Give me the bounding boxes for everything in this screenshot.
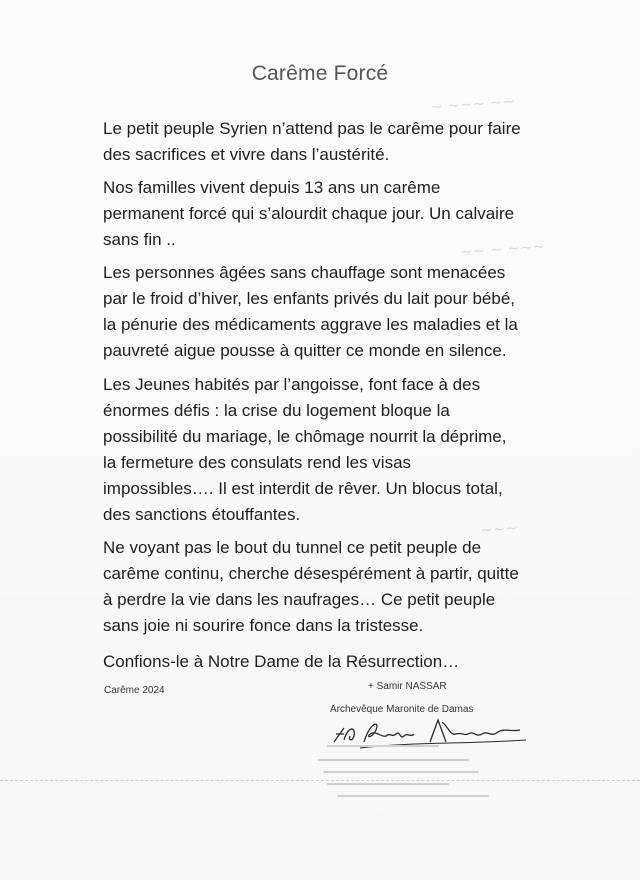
bleed-through-text: ~ ~~~ ~~ — [429, 92, 516, 116]
perforation-line — [0, 780, 640, 783]
paragraph: Les personnes âgées sans chauffage sont menacées par le froid d’hiver, les enfants privés du lait pour bébé, la pénurie des médicaments aggrave les maladies et la pauvreté aigue pousse à quitter ce monde en silence. — [103, 263, 518, 360]
page-title: Carême Forcé — [251, 62, 389, 85]
signer-title: Archevêque Maronite de Damas — [330, 704, 474, 715]
faded-stamp — [318, 740, 498, 810]
bleed-through-text: ~~~ — [479, 518, 519, 540]
closing-line: Confions-le à Notre Dame de la Résurrection… — [103, 652, 460, 671]
paragraph: Le petit peuple Syrien n’attend pas le carême pour faire des sacrifices et vivre dans l’austérité. — [103, 119, 521, 164]
date-label: Carême 2024 — [104, 685, 165, 696]
paragraph: Nos familles vivent depuis 13 ans un carême permanent forcé qui s’alourdit chaque jour. Un calvaire sans fin .. — [103, 178, 515, 249]
bleed-through-text: ~~ ~ ~~~ — [459, 237, 546, 261]
paragraph: Les Jeunes habités par l’angoisse, font face à des énormes défis : la crise du logement bloque la possibilité du mariage, le chômage nourrit la déprime, la fermeture des consulats rend les visas impossibles…. Il est interdit de rêver. Un blocus total, des sanctions étouffantes. — [103, 375, 507, 524]
signer-name: + Samir NASSAR — [368, 681, 447, 692]
paragraph: Ne voyant pas le bout du tunnel ce petit peuple de carême continu, cherche désespérément à partir, quitte à perdre la vie dans les naufrages… Ce petit peuple sans joie ni sourire fonce dans la tristesse. — [103, 538, 519, 635]
